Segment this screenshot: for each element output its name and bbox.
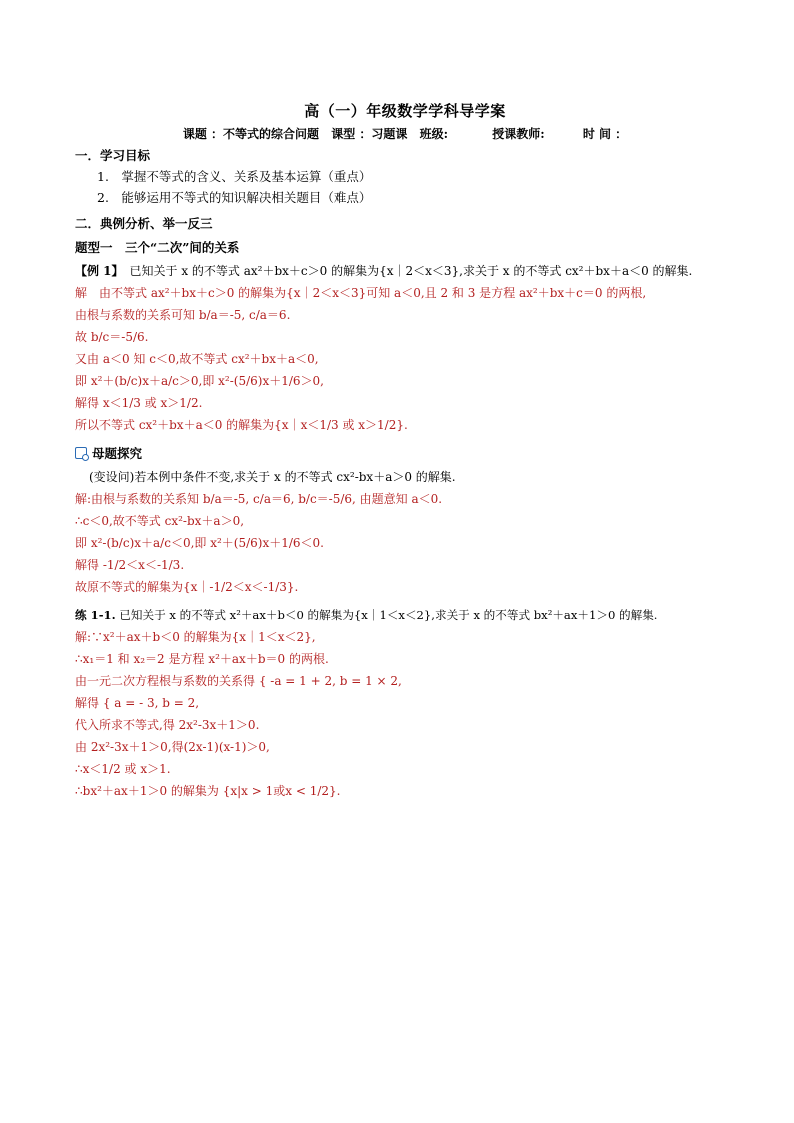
practice-sol-5: 由 2x²-3x＋1＞0,得(2x-1)(x-1)＞0, (75, 740, 270, 754)
mother-sol-4: 故原不等式的解集为{x｜-1/2＜x＜-1/3}. (75, 580, 299, 594)
section-goals: 一．学习目标 (75, 148, 151, 163)
example-1-question (75, 262, 735, 280)
practice-sol-4: 代入所求不等式,得 2x²-3x＋1＞0. (75, 718, 260, 732)
mother-question: (变设问)若本例中条件不变,求关于 x 的不等式 cx²-bx＋a＞0 的解集. (89, 470, 456, 484)
practice-sol-1: ∴x₁＝1 和 x₂＝2 是方程 x²＋ax＋b＝0 的两根. (75, 652, 329, 666)
mother-sol-2: 即 x²-(b/c)x＋a/c＜0,即 x²＋(5/6)x＋1/6＜0. (75, 536, 324, 550)
mother-sol-0: 解:由根与系数的关系知 b/a＝-5, c/a＝6, b/c＝-5/6, 由题意知 a＜0. (75, 492, 443, 506)
ex1-sol-2: 故 b/c＝-5/6. (75, 330, 149, 344)
topic-label: 课题 ：不等式的综合问题 (182, 127, 319, 141)
practice-text: 已知关于 x 的不等式 x²＋ax＋b＜0 的解集为{x｜1＜x＜2},求关于 x 的不等式 bx²＋ax＋1＞0 的解集. (115, 608, 658, 622)
goal-1: 1. 掌握不等式的含义、关系及基本运算（重点） (97, 169, 372, 184)
practice-sol-3: 解得 { a = - 3, b = 2, (75, 696, 200, 710)
mother-sol-3: 解得 -1/2＜x＜-1/3. (75, 558, 185, 572)
ex1-sol-1: 由根与系数的关系可知 b/a＝-5, c/a＝6. (75, 308, 291, 322)
class-label: 班级: (419, 127, 448, 141)
teacher-label: 授课教师: (492, 127, 545, 141)
practice-sol-0: 解:∵x²＋ax＋b＜0 的解集为{x｜1＜x＜2}, (75, 630, 316, 644)
practice-sol-6: ∴x＜1/2 或 x＞1. (75, 762, 171, 776)
page-title: 高（一）年级数学学科导学案 (304, 102, 506, 120)
ex1-sol-3: 又由 a＜0 知 c＜0,故不等式 cx²＋bx＋a＜0, (75, 352, 319, 366)
mother-title: 母题探究 (92, 446, 143, 461)
practice-question (75, 606, 735, 624)
ex1-sol-6: 所以不等式 cx²＋bx＋a＜0 的解集为{x｜x＜1/3 或 x＞1/2}. (75, 418, 408, 432)
goal-2: 2. 能够运用不等式的知识解决相关题目（难点） (97, 190, 372, 205)
practice-label: 练 1-1. (75, 608, 116, 622)
time-label: 时 间 ： (582, 127, 628, 141)
type-one-heading: 题型一 三个“二次”间的关系 (75, 240, 240, 255)
practice-sol-2: 由一元二次方程根与系数的关系得 { -a = 1 + 2, b = 1 × 2, (75, 674, 402, 688)
practice-sol-7: ∴bx²＋ax＋1＞0 的解集为 {x|x > 1或x < 1/2}. (75, 784, 341, 798)
magnifier-icon (75, 447, 87, 459)
mother-heading (75, 444, 735, 462)
ex1-sol-5: 解得 x＜1/3 或 x＞1/2. (75, 396, 203, 410)
example-1-label: 【例 1】 (75, 264, 118, 278)
example-1-text: 已知关于 x 的不等式 ax²＋bx＋c＞0 的解集为{x｜2＜x＜3},求关于 x 的不等式 cx²＋bx＋a＜0 的解集. (117, 264, 693, 278)
section-examples: 二．典例分析、举一反三 (75, 216, 213, 231)
mother-sol-1: ∴c＜0,故不等式 cx²-bx＋a＞0, (75, 514, 245, 528)
type-label: 课型 ：习题课 (331, 127, 408, 141)
ex1-sol-0: 解 由不等式 ax²＋bx＋c＞0 的解集为{x｜2＜x＜3}可知 a＜0,且 2 和 3 是方程 ax²＋bx＋c＝0 的两根, (75, 286, 647, 300)
ex1-sol-4: 即 x²＋(b/c)x＋a/c＞0,即 x²-(5/6)x＋1/6＞0, (75, 374, 324, 388)
worksheet-page (75, 100, 735, 804)
meta-row (75, 125, 735, 142)
